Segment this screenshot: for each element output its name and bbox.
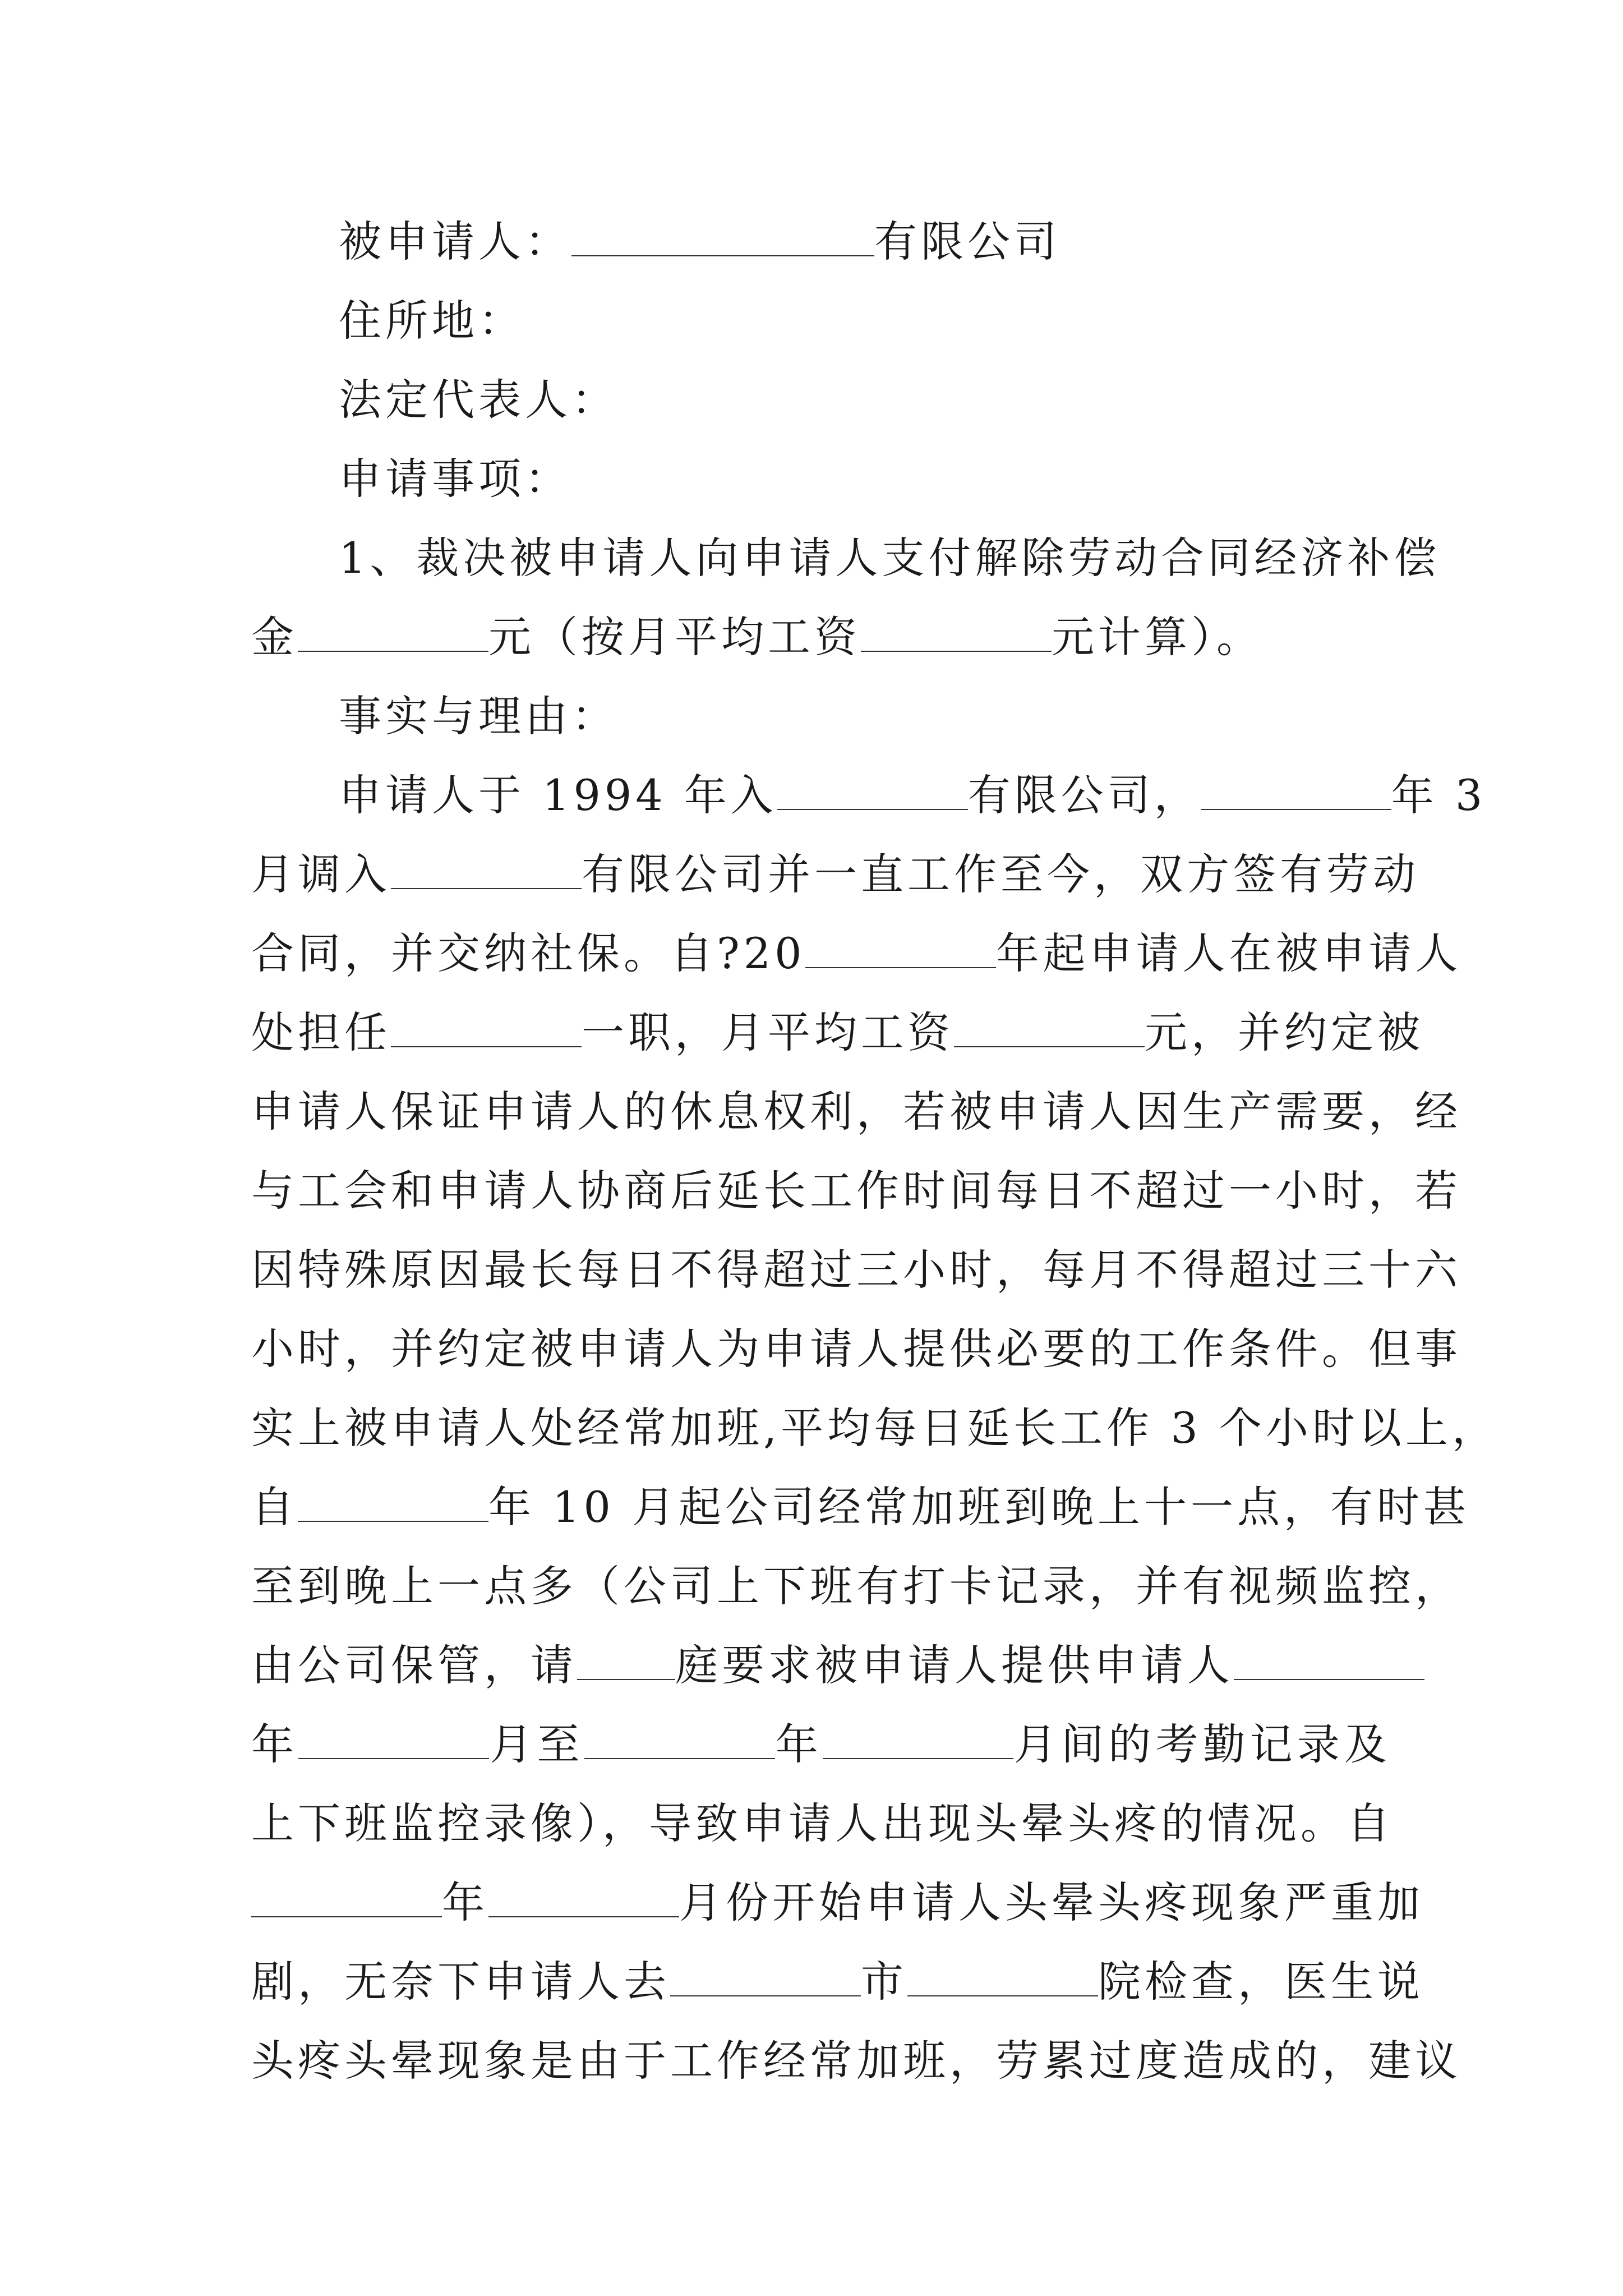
facts-line-16 [251,1942,1424,2021]
blank-field [251,1883,442,1917]
facts-line-6 [251,1151,1461,1230]
facts-heading [251,677,1391,756]
text-segment: 年 10 月起公司经常加班到晚上十一点，有时甚 [488,1482,1470,1532]
facts-line-3 [251,914,1462,993]
blank-field [391,1013,582,1047]
facts-line-13 [251,1705,1391,1784]
blank-field [805,933,996,968]
address-label: 住所地： [339,296,525,346]
respondent-line [251,202,1391,281]
text-segment: 一职，月平均工资 [582,1007,954,1057]
blank-field [954,1013,1145,1047]
claim-item-1-line-2 [251,597,1391,677]
text-segment: 年 [774,1719,823,1769]
claim-text-a: 金 [251,612,298,662]
text-segment: 庭要求被申请人提供申请人 [675,1640,1234,1690]
document-body [251,202,1498,2100]
blank-field [907,1962,1098,1996]
blank-field [298,1724,489,1759]
text-segment: 年起申请人在被申请人 [996,928,1462,978]
text-segment: 月间的考勤记录及 [1013,1719,1391,1769]
blank-field [1234,1645,1424,1680]
facts-line-14 [251,1784,1394,1863]
blank-field [298,617,488,652]
text-segment: 申请人保证申请人的休息权利，若被申请人因生产需要，经 [251,1087,1461,1137]
text-segment: 申请人于 1994 年入 [339,770,777,820]
address-line [251,281,1391,360]
blank-field [298,1487,488,1522]
claim-text-c: 元计算）。 [1052,612,1263,662]
blank-field [670,1962,861,1996]
text-segment: 处担任 [251,1007,391,1057]
facts-line-15 [251,1863,1424,1942]
blank-field [861,617,1052,652]
text-segment: 头疼头晕现象是由于工作经常加班，劳累过度造成的，建议 [251,2036,1461,2086]
facts-line-7 [251,1230,1461,1309]
text-segment: 月至 [489,1719,584,1769]
facts-line-10 [251,1467,1470,1547]
claim-text-b: 元（按月平均工资 [488,612,861,662]
facts-line-1 [251,756,1487,835]
facts-heading-text: 事实与理由： [339,691,618,741]
text-segment: 由公司保管，请 [251,1640,577,1690]
text-segment: 有限公司并一直工作至今，双方签有劳动 [582,849,1419,899]
blank-field [488,1883,679,1917]
claim-item-1-line-1 [251,518,1441,597]
blank-field [777,775,968,810]
legal-rep-label: 法定代表人： [339,375,618,425]
text-segment: 实上被申请人处经常加班,平均每日延长工作 3 个小时以上， [251,1403,1498,1453]
respondent-suffix: 有限公司 [874,217,1061,266]
blank-field [571,222,874,256]
facts-line-11 [251,1547,1461,1626]
text-segment: 年 [251,1719,299,1769]
text-segment: 至到晚上一点多（公司上下班有打卡记录，并有视频监控， [251,1561,1461,1611]
text-segment: 年 [442,1878,488,1927]
text-segment: 院检查，医生说 [1098,1957,1424,2007]
blank-field [584,1724,775,1759]
legal-rep-line [251,360,1391,439]
facts-line-5 [251,1072,1461,1151]
claims-heading-text: 申请事项： [339,454,571,504]
text-segment: 元，并约定被 [1145,1007,1424,1057]
claim-item-1-text: 1、裁决被申请人向申请人支付解除劳动合同经济补偿 [339,533,1441,583]
text-segment: 因特殊原因最长每日不得超过三小时，每月不得超过三十六 [251,1245,1461,1295]
facts-line-2 [251,835,1419,914]
blank-field [823,1724,1013,1759]
text-segment: 年 3 [1391,770,1487,820]
text-segment: 小时，并约定被申请人为申请人提供必要的工作条件。但事 [251,1324,1461,1374]
text-segment: 有限公司， [967,770,1201,820]
text-segment: 剧，无奈下申请人去 [251,1957,670,2007]
text-segment: 与工会和申请人协商后延长工作时间每日不超过一小时，若 [251,1166,1461,1216]
blank-field [577,1645,675,1680]
facts-line-9 [251,1388,1498,1467]
facts-line-8 [251,1309,1461,1388]
facts-line-12 [251,1626,1391,1705]
blank-field [391,854,582,889]
respondent-label: 被申请人： [339,217,571,266]
facts-line-17 [251,2021,1461,2100]
text-segment: 合同，并交纳社保。自?20 [251,928,806,978]
claims-heading [251,439,1391,518]
text-segment: 市 [861,1957,907,2007]
blank-field [1201,775,1391,810]
text-segment: 月份开始申请人头晕头疼现象严重加 [679,1878,1424,1927]
text-segment: 月调入 [251,849,391,899]
text-segment: 自 [251,1482,298,1532]
text-segment: 上下班监控录像），导致申请人出现头晕头疼的情况。自 [251,1798,1394,1848]
facts-line-4 [251,993,1424,1072]
